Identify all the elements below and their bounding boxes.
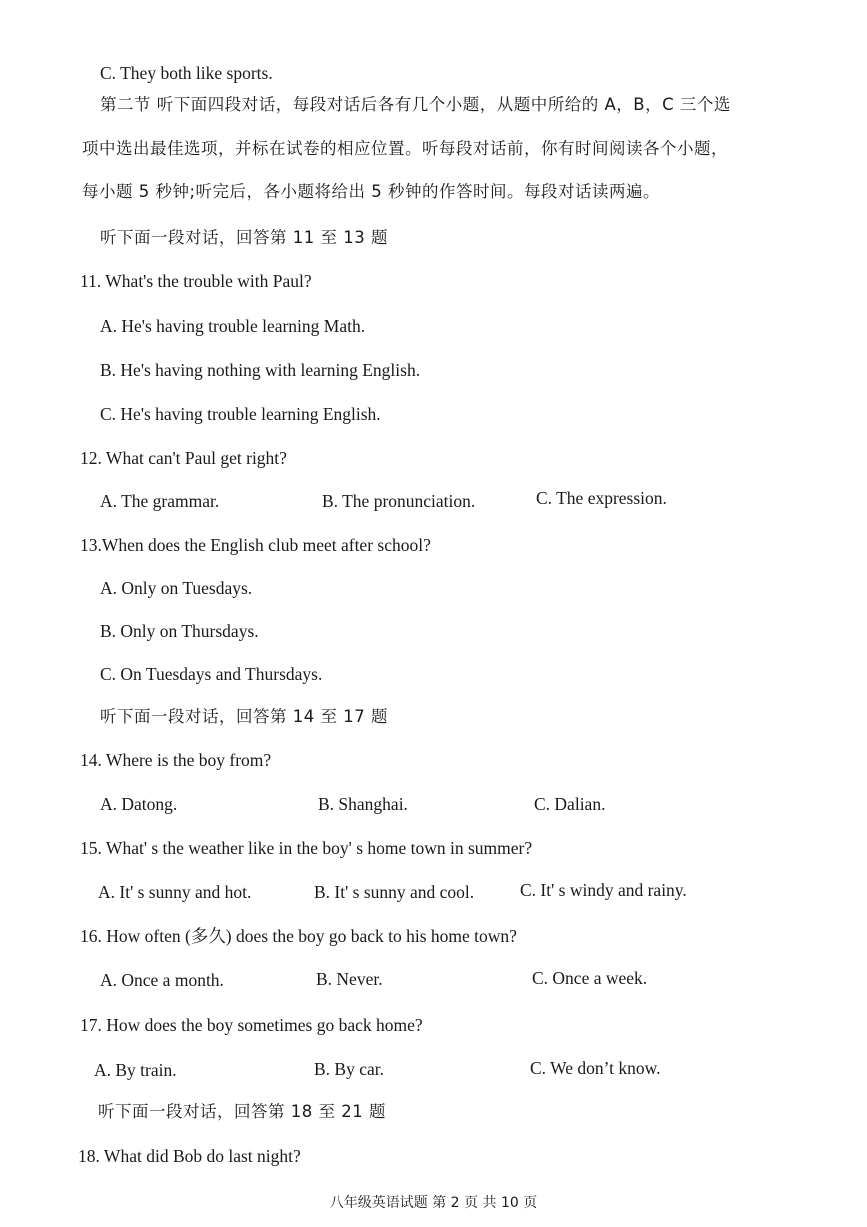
question-13-stem: 13.When does the English club meet after school?: [80, 535, 431, 555]
question-15-option-b: B. It' s sunny and cool.: [314, 882, 475, 902]
question-14-option-a: A. Datong.: [100, 794, 178, 814]
question-12-option-b: B. The pronunciation.: [322, 491, 476, 511]
section-instructions-line-2: 项中选出最佳选项，并标在试卷的相应位置。听每段对话前，你有时间阅读各个小题，: [82, 139, 728, 158]
question-16-option-a: A. Once a month.: [100, 970, 224, 990]
group-header-18-21: 听下面一段对话，回答第 18 至 21 题: [98, 1102, 386, 1121]
question-16-option-c: C. Once a week.: [532, 968, 648, 988]
question-14-stem: 14. Where is the boy from?: [80, 750, 272, 770]
question-13-option-a: A. Only on Tuesdays.: [100, 578, 253, 598]
question-11-option-a: A. He's having trouble learning Math.: [100, 316, 366, 336]
question-17-option-b: B. By car.: [314, 1059, 384, 1079]
question-11-option-c: C. He's having trouble learning English.: [100, 404, 381, 424]
question-11-option-b: B. He's having nothing with learning English.: [100, 360, 421, 380]
question-16-stem: 16. How often (多久) does the boy go back to his home town?: [80, 926, 517, 946]
question-12-option-c: C. The expression.: [536, 488, 667, 508]
question-14-option-b: B. Shanghai.: [318, 794, 408, 814]
question-16-option-b: B. Never.: [316, 969, 383, 989]
question-17-option-a: A. By train.: [94, 1060, 177, 1080]
question-15-option-a: A. It' s sunny and hot.: [98, 882, 252, 902]
group-header-11-13: 听下面一段对话，回答第 11 至 13 题: [100, 228, 388, 247]
prev-option-c: C. They both like sports.: [100, 63, 273, 83]
group-header-14-17: 听下面一段对话，回答第 14 至 17 题: [100, 707, 388, 726]
question-17-option-c: C. We don’t know.: [530, 1058, 661, 1078]
question-15-stem: 15. What' s the weather like in the boy' s home town in summer?: [80, 838, 533, 858]
question-13-option-c: C. On Tuesdays and Thursdays.: [100, 664, 323, 684]
section-instructions-line-3: 每小题 5 秒钟;听完后，各小题将给出 5 秒钟的作答时间。每段对话读两遍。: [82, 182, 661, 201]
question-15-option-c: C. It' s windy and rainy.: [520, 880, 687, 900]
question-12-option-a: A. The grammar.: [100, 491, 220, 511]
question-17-stem: 17. How does the boy sometimes go back home?: [80, 1015, 423, 1035]
question-18-stem: 18. What did Bob do last night?: [78, 1146, 301, 1166]
section-instructions-line-1: 第二节 听下面四段对话，每段对话后各有几个小题，从题中所给的 A，B，C 三个选: [100, 95, 731, 114]
question-11-stem: 11. What's the trouble with Paul?: [80, 271, 312, 291]
question-13-option-b: B. Only on Thursdays.: [100, 621, 259, 641]
page-footer: 八年级英语试题 第 2 页 共 10 页: [329, 1195, 538, 1211]
question-12-stem: 12. What can't Paul get right?: [80, 448, 287, 468]
question-14-option-c: C. Dalian.: [534, 794, 606, 814]
